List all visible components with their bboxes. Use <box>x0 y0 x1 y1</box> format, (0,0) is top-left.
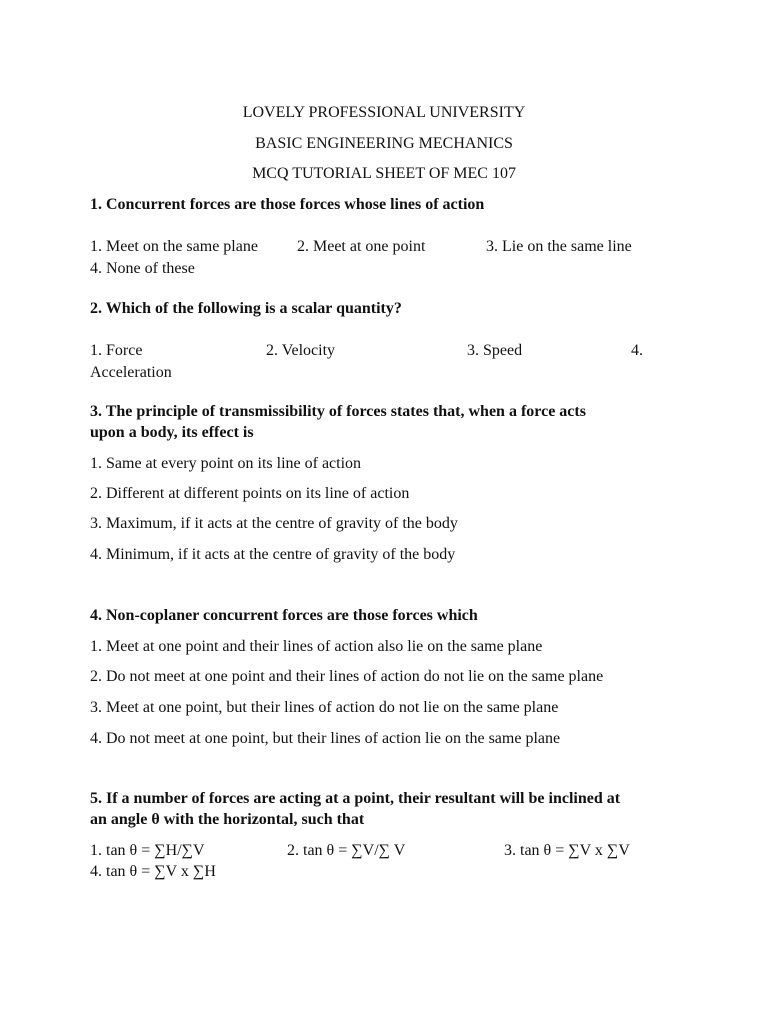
question-4-option-4: 4. Do not meet at one point, but their lines of action lie on the same plane <box>90 730 561 747</box>
question-1-option-2: 2. Meet at one point <box>297 238 426 255</box>
course-title: BASIC ENGINEERING MECHANICS <box>255 135 513 152</box>
question-1-option-4: 4. None of these <box>90 260 195 277</box>
question-1-option-3: 3. Lie on the same line <box>486 238 632 255</box>
university-title: LOVELY PROFESSIONAL UNIVERSITY <box>242 104 526 121</box>
question-2-option-4-number: 4. <box>631 342 643 359</box>
sheet-title: MCQ TUTORIAL SHEET OF MEC 107 <box>252 165 516 182</box>
question-2: 2. Which of the following is a scalar quantity? <box>90 300 402 317</box>
question-3-option-3: 3. Maximum, if it acts at the centre of gravity of the body <box>90 515 458 532</box>
question-2-option-4-text: Acceleration <box>90 364 172 381</box>
question-5-option-1: 1. tan θ = ∑H/∑V <box>90 842 205 859</box>
question-3-option-1: 1. Same at every point on its line of action <box>90 455 362 472</box>
question-4: 4. Non-coplaner concurrent forces are those forces which <box>90 607 478 624</box>
question-3-line-2: upon a body, its effect is <box>90 424 254 441</box>
question-3-line-1: 3. The principle of transmissibility of forces states that, when a force acts <box>90 403 586 420</box>
question-4-option-2: 2. Do not meet at one point and their lines of action do not lie on the same plane <box>90 668 604 685</box>
question-1: 1. Concurrent forces are those forces whose lines of action <box>90 196 485 213</box>
question-5-option-4: 4. tan θ = ∑V x ∑H <box>90 863 216 880</box>
question-1-option-1: 1. Meet on the same plane <box>90 238 258 255</box>
question-4-option-1: 1. Meet at one point and their lines of action also lie on the same plane <box>90 638 543 655</box>
question-3-option-2: 2. Different at different points on its line of action <box>90 485 410 502</box>
question-4-option-3: 3. Meet at one point, but their lines of action do not lie on the same plane <box>90 699 559 716</box>
question-5-line-2: an angle θ with the horizontal, such that <box>90 811 365 828</box>
question-3-option-4: 4. Minimum, if it acts at the centre of gravity of the body <box>90 546 456 563</box>
question-2-option-2: 2. Velocity <box>266 342 336 359</box>
question-5-option-3: 3. tan θ = ∑V x ∑V <box>504 842 630 859</box>
question-5-option-2: 2. tan θ = ∑V/∑ V <box>287 842 406 859</box>
question-5-line-1: 5. If a number of forces are acting at a point, their resultant will be inclined at <box>90 790 621 807</box>
question-2-option-1: 1. Force <box>90 342 143 359</box>
question-2-option-3: 3. Speed <box>467 342 523 359</box>
